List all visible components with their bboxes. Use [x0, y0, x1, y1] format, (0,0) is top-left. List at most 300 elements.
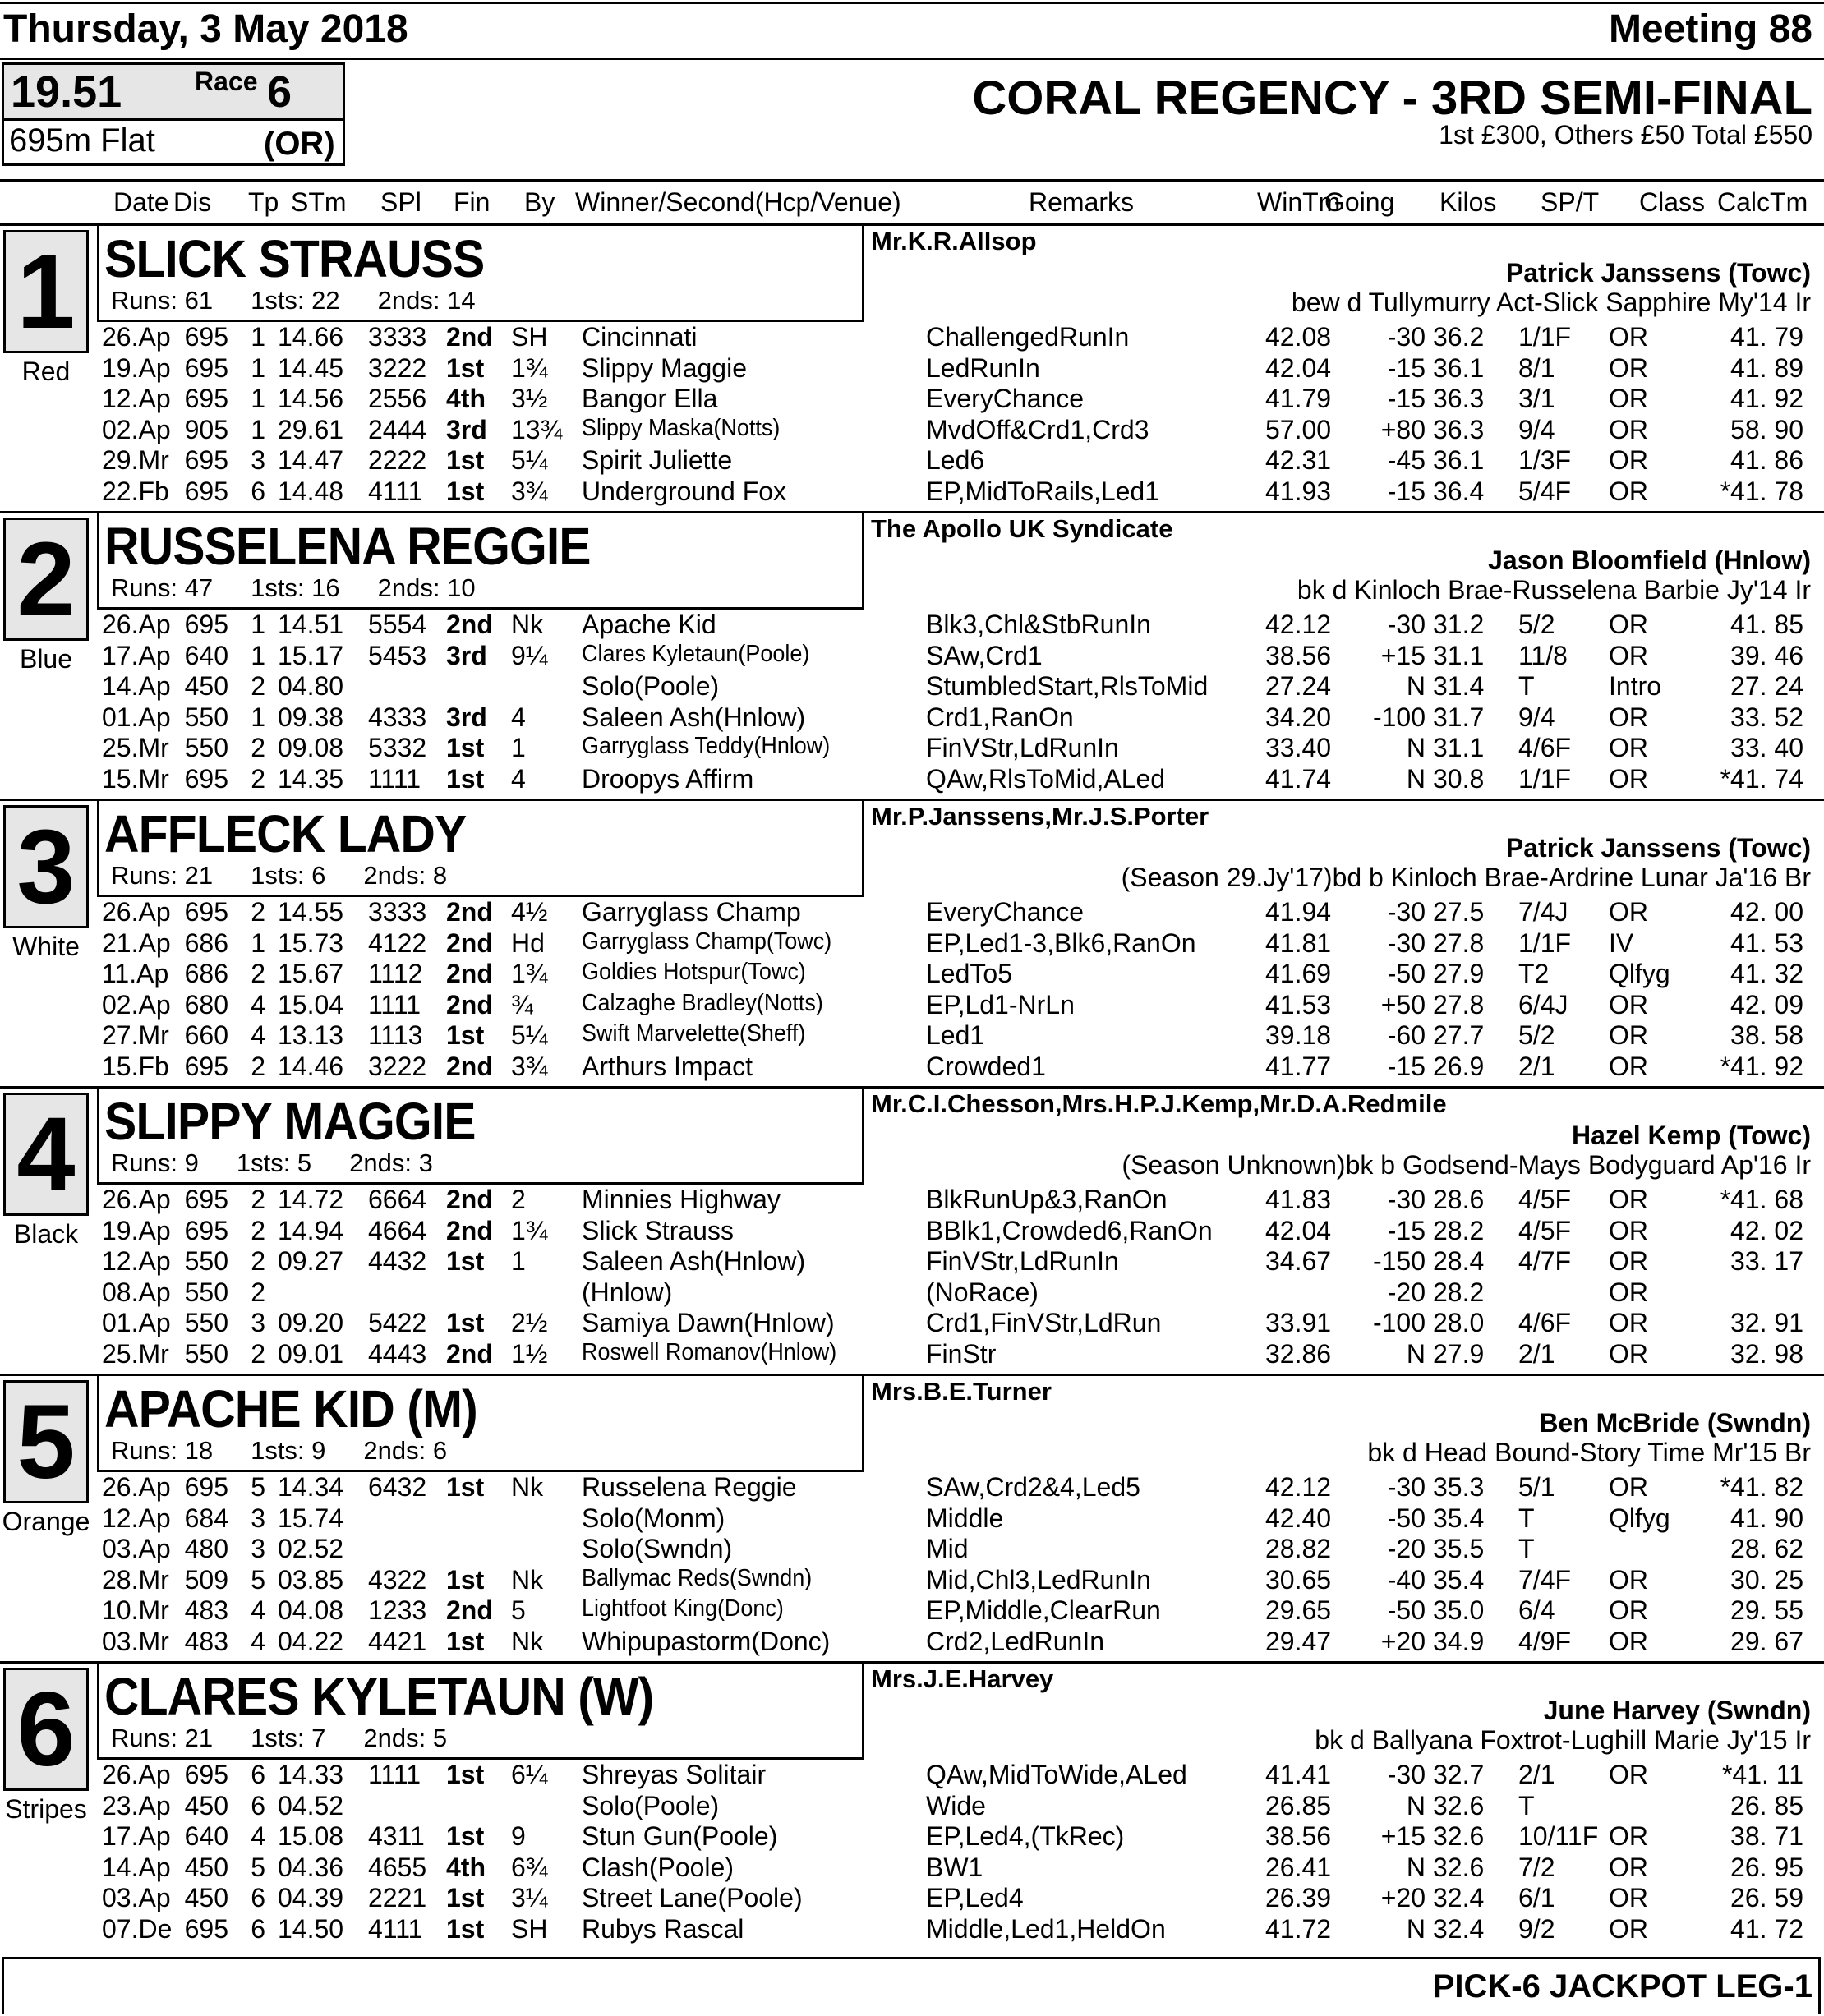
form-trap: 2 [251, 1185, 265, 1214]
form-winner-second: Swift Marvelette(Sheff) [582, 1020, 806, 1047]
race-time: 19.51 [11, 67, 122, 117]
form-distance-beaten: 1¾ [511, 959, 548, 988]
form-starting-price: 4/6F [1518, 733, 1572, 762]
form-kilos: 32.4 [1433, 1883, 1485, 1912]
form-trap: 1 [251, 702, 265, 732]
form-remarks: LedTo5 [926, 959, 1012, 988]
form-kilos: 32.6 [1433, 1821, 1485, 1851]
form-going: +15 [1380, 640, 1426, 670]
form-sectional-time: 14.50 [278, 1913, 344, 1944]
runner-owner: Mrs.B.E.Turner [871, 1377, 1052, 1406]
form-finish: 2nd [446, 322, 493, 352]
form-winner-second: Samiya Dawn(Hnlow) [582, 1308, 835, 1337]
runner-career-stats [111, 1148, 471, 1178]
form-kilos: 35.4 [1433, 1564, 1485, 1595]
form-split-positions: 3222 [368, 352, 427, 383]
form-split-positions: 2221 [368, 1883, 427, 1912]
form-going: N [1406, 1338, 1426, 1369]
form-kilos: 34.9 [1433, 1626, 1485, 1656]
form-winner-second: Garryglass Champ [582, 897, 801, 927]
form-class: OR [1609, 322, 1648, 352]
form-kilos: 27.8 [1433, 927, 1485, 958]
form-winner-second: Garryglass Teddy(Hnlow) [582, 733, 831, 759]
form-going: -50 [1387, 1595, 1426, 1625]
form-going: -60 [1387, 1020, 1426, 1050]
form-finish: 2nd [446, 1185, 493, 1214]
form-kilos: 36.4 [1433, 476, 1485, 506]
form-winner-second: Minnies Highway [582, 1185, 781, 1214]
form-trap: 6 [251, 1760, 265, 1789]
form-kilos: 27.9 [1433, 1338, 1485, 1369]
form-winner-second: Slippy Maggie [582, 352, 747, 383]
form-winning-time: 30.65 [1265, 1564, 1332, 1595]
form-calc-time: 39. 46 [1730, 640, 1803, 670]
runner-name: RUSSELENA REGGIE [104, 517, 591, 576]
form-remarks: MvdOff&Crd1,Crd3 [926, 414, 1149, 444]
form-distance-beaten: 3¾ [511, 476, 548, 506]
form-going: N [1406, 1790, 1426, 1820]
form-finish: 3rd [446, 640, 487, 670]
form-remarks: FinVStr,LdRunIn [926, 1246, 1119, 1276]
form-distance: 550 [184, 1246, 228, 1276]
form-winner-second: Slippy Maska(Notts) [582, 414, 781, 441]
form-trap: 2 [251, 1215, 265, 1245]
form-calc-time: 26. 85 [1730, 1790, 1803, 1820]
form-kilos: 31.1 [1433, 640, 1485, 670]
form-calc-time: 42. 02 [1730, 1215, 1803, 1245]
form-trap: 2 [251, 959, 265, 988]
form-trap: 5 [251, 1852, 265, 1882]
form-distance: 695 [184, 1760, 228, 1789]
form-class: OR [1609, 414, 1648, 444]
race-prize: 1st £300, Others £50 Total £550 [1439, 120, 1812, 150]
form-kilos: 28.4 [1433, 1246, 1485, 1276]
form-split-positions: 4111 [368, 1913, 423, 1944]
form-calc-time: 29. 55 [1730, 1595, 1803, 1625]
runner-name: APACHE KID (M) [104, 1379, 477, 1438]
form-winner-second: Slick Strauss [582, 1215, 734, 1245]
form-distance: 640 [184, 640, 228, 670]
form-sectional-time: 13.13 [278, 1020, 344, 1050]
form-winner-second: Solo(Poole) [582, 671, 720, 701]
form-class: Qlfyg [1609, 959, 1670, 988]
form-trap: 2 [251, 1051, 265, 1081]
form-finish: 2nd [446, 989, 493, 1020]
form-winner-second: (Hnlow) [582, 1277, 673, 1307]
form-date: 26.Ap [102, 1760, 171, 1789]
form-winner-second: Spirit Juliette [582, 445, 733, 475]
form-going: -150 [1372, 1246, 1426, 1276]
form-trap: 4 [251, 1821, 265, 1851]
form-sectional-time: 03.85 [278, 1564, 344, 1595]
form-trap: 6 [251, 1883, 265, 1912]
form-winner-second: Cincinnati [582, 322, 698, 352]
form-calc-time: 41. 79 [1730, 322, 1803, 352]
form-distance-beaten: 13¾ [511, 414, 563, 444]
form-starting-price: 4/5F [1518, 1215, 1572, 1245]
form-split-positions: 5422 [368, 1308, 427, 1337]
form-calc-time: 33. 17 [1730, 1246, 1803, 1276]
form-starting-price: 9/2 [1518, 1913, 1555, 1944]
form-class: OR [1609, 733, 1648, 762]
form-going: -30 [1387, 897, 1426, 927]
form-sectional-time: 09.20 [278, 1308, 344, 1337]
form-split-positions: 4432 [368, 1246, 427, 1276]
form-starting-price: 5/4F [1518, 476, 1572, 506]
form-starting-price: 1/1F [1518, 322, 1572, 352]
career-firsts: 1sts: 9 [251, 1436, 326, 1465]
form-distance: 695 [184, 322, 228, 352]
career-runs: Runs: 18 [111, 1436, 214, 1465]
form-starting-price: 3/1 [1518, 384, 1555, 413]
form-sectional-time: 29.61 [278, 414, 344, 444]
form-row [0, 384, 1824, 415]
runner-block [0, 1088, 1824, 1375]
career-seconds: 2nds: 6 [363, 1436, 448, 1465]
form-winning-time: 42.12 [1265, 1472, 1332, 1502]
form-class: OR [1609, 1595, 1648, 1625]
form-finish: 2nd [446, 610, 493, 639]
form-starting-price: 5/2 [1518, 610, 1555, 639]
form-class: OR [1609, 640, 1648, 670]
form-going: N [1406, 1852, 1426, 1882]
form-sectional-time: 14.94 [278, 1215, 344, 1245]
form-going: -30 [1387, 1472, 1426, 1502]
form-sectional-time: 14.46 [278, 1051, 344, 1081]
form-row [0, 1791, 1824, 1822]
form-going: -100 [1372, 1308, 1426, 1337]
runner-breeding: (Season 29.Jy'17)bd b Kinloch Brae-Ardrine Lunar Ja'16 Br [1121, 863, 1811, 892]
meeting-number: Meeting 88 [1608, 7, 1812, 51]
form-distance: 686 [184, 927, 228, 958]
column-header: Kilos [1439, 187, 1497, 217]
form-class: OR [1609, 702, 1648, 732]
runner-owner: The Apollo UK Syndicate [871, 514, 1173, 543]
form-winner-second: Garryglass Champ(Towc) [582, 927, 832, 955]
form-class: OR [1609, 1821, 1648, 1851]
form-row [0, 415, 1824, 446]
form-calc-time: *41. 74 [1720, 763, 1803, 794]
form-remarks: Mid [926, 1534, 969, 1563]
column-header: Fin [454, 187, 491, 217]
form-winning-time: 41.53 [1265, 989, 1332, 1020]
form-split-positions: 2444 [368, 414, 427, 444]
form-winning-time: 27.24 [1265, 671, 1332, 701]
form-date: 26.Ap [102, 897, 171, 927]
runner-trainer: Patrick Janssens (Towc) [1505, 833, 1811, 863]
runner-owner: Mr.K.R.Allsop [871, 227, 1037, 255]
form-kilos: 35.4 [1433, 1503, 1485, 1533]
form-class: OR [1609, 1852, 1648, 1882]
form-going: N [1406, 671, 1426, 701]
form-date: 15.Fb [102, 1051, 169, 1081]
form-going: -30 [1387, 322, 1426, 352]
form-winning-time: 41.74 [1265, 763, 1332, 794]
form-row [0, 1472, 1824, 1503]
form-row [0, 322, 1824, 353]
runner-career-stats [111, 286, 514, 315]
form-calc-time: 42. 09 [1730, 989, 1803, 1020]
form-remarks: EveryChance [926, 897, 1085, 927]
form-date: 12.Ap [102, 1503, 171, 1533]
career-seconds: 2nds: 10 [377, 573, 476, 602]
runner-name-box [97, 1375, 864, 1472]
form-date: 08.Ap [102, 1277, 171, 1307]
form-sectional-time: 14.47 [278, 445, 344, 475]
form-going: -20 [1387, 1534, 1426, 1563]
form-trap: 2 [251, 1246, 265, 1276]
form-sectional-time: 14.33 [278, 1760, 344, 1789]
form-distance-beaten: 6¼ [511, 1760, 548, 1789]
form-winning-time: 29.65 [1265, 1595, 1332, 1625]
form-calc-time: 41. 53 [1730, 927, 1803, 958]
form-remarks: StumbledStart,RlsToMid [926, 671, 1209, 701]
form-distance-beaten: 4½ [511, 897, 548, 927]
form-kilos: 31.7 [1433, 702, 1485, 732]
career-firsts: 1sts: 16 [251, 573, 340, 602]
form-remarks: FinStr [926, 1338, 997, 1369]
form-winner-second: Stun Gun(Poole) [582, 1821, 778, 1851]
career-runs: Runs: 47 [111, 573, 214, 602]
form-distance: 695 [184, 1051, 228, 1081]
form-date: 19.Ap [102, 1215, 171, 1245]
form-remarks: EP,MidToRails,Led1 [926, 476, 1160, 506]
runner-name: SLICK STRAUSS [104, 229, 485, 288]
form-distance-beaten: 3¾ [511, 1051, 548, 1081]
form-date: 28.Mr [102, 1564, 169, 1595]
form-trap: 3 [251, 1503, 265, 1533]
form-trap: 2 [251, 1338, 265, 1369]
form-going: -50 [1387, 959, 1426, 988]
form-kilos: 35.3 [1433, 1472, 1485, 1502]
form-date: 23.Ap [102, 1790, 171, 1820]
form-remarks: QAw,RlsToMid,ALed [926, 763, 1166, 794]
column-header: Winner/Second(Hcp/Venue) [575, 187, 901, 217]
column-header: Remarks [1029, 187, 1135, 217]
form-starting-price: 4/5F [1518, 1185, 1572, 1214]
form-distance-beaten: 5¼ [511, 1020, 548, 1050]
form-winning-time: 42.04 [1265, 1215, 1332, 1245]
form-remarks: (NoRace) [926, 1277, 1039, 1307]
form-winner-second: Clares Kyletaun(Poole) [582, 640, 810, 667]
form-distance-beaten: Nk [511, 1472, 544, 1502]
form-row [0, 1883, 1824, 1914]
form-finish: 1st [446, 352, 485, 383]
form-distance: 695 [184, 1472, 228, 1502]
form-finish: 1st [446, 1760, 485, 1789]
form-kilos: 31.1 [1433, 733, 1485, 762]
form-kilos: 32.6 [1433, 1790, 1485, 1820]
form-class: OR [1609, 1564, 1648, 1595]
form-class: OR [1609, 1338, 1648, 1369]
form-starting-price: 1/3F [1518, 445, 1572, 475]
form-remarks: EP,Led1-3,Blk6,RanOn [926, 927, 1196, 958]
trap-colour: White [12, 932, 80, 961]
race-distance: 695m Flat [9, 122, 155, 159]
form-distance: 695 [184, 763, 228, 794]
form-class: OR [1609, 1277, 1648, 1307]
form-starting-price: 6/1 [1518, 1883, 1555, 1912]
form-table [0, 897, 1824, 1082]
form-distance-beaten: 9 [511, 1821, 526, 1851]
form-winning-time: 38.56 [1265, 1821, 1332, 1851]
form-row [0, 1503, 1824, 1535]
trap-number: 6 [3, 1668, 89, 1791]
form-date: 26.Ap [102, 1185, 171, 1214]
runner-trainer: Ben McBride (Swndn) [1539, 1408, 1811, 1438]
form-winning-time: 34.20 [1265, 702, 1332, 732]
form-row [0, 1914, 1824, 1945]
form-row [0, 1277, 1824, 1309]
form-sectional-time: 04.22 [278, 1626, 344, 1656]
form-going: -30 [1387, 610, 1426, 639]
career-firsts: 1sts: 5 [236, 1148, 312, 1177]
form-kilos: 27.8 [1433, 989, 1485, 1020]
footer-label: PICK-6 JACKPOT LEG-1 [1432, 1968, 1812, 2004]
form-going: -15 [1387, 352, 1426, 383]
form-row [0, 610, 1824, 641]
form-finish: 2nd [446, 959, 493, 988]
form-winning-time: 26.41 [1265, 1852, 1332, 1882]
form-date: 25.Mr [102, 1338, 169, 1369]
runner-trainer: Hazel Kemp (Towc) [1572, 1121, 1811, 1150]
form-kilos: 30.8 [1433, 763, 1485, 794]
form-row [0, 1339, 1824, 1370]
form-split-positions: 4443 [368, 1338, 427, 1369]
form-date: 26.Ap [102, 610, 171, 639]
form-finish: 2nd [446, 1338, 493, 1369]
form-sectional-time: 04.52 [278, 1790, 344, 1820]
form-finish: 1st [446, 1821, 485, 1851]
form-distance-beaten: 1¾ [511, 1215, 548, 1245]
form-class: OR [1609, 897, 1648, 927]
runner-name-box [97, 225, 864, 322]
form-winning-time: 41.72 [1265, 1913, 1332, 1944]
form-distance: 550 [184, 702, 228, 732]
form-distance-beaten: 5¼ [511, 445, 548, 475]
trap-colour: Orange [2, 1507, 90, 1536]
form-distance: 695 [184, 1913, 228, 1944]
runner-career-stats [111, 861, 485, 891]
form-date: 26.Ap [102, 322, 171, 352]
form-date: 21.Ap [102, 927, 171, 958]
form-split-positions: 4333 [368, 702, 427, 732]
form-row [0, 476, 1824, 508]
form-kilos: 31.2 [1433, 610, 1485, 639]
form-split-positions: 4311 [368, 1821, 425, 1851]
form-finish: 1st [446, 1246, 485, 1276]
form-remarks: QAw,MidToWide,ALed [926, 1760, 1187, 1789]
form-remarks: LedRunIn [926, 352, 1040, 383]
form-going: N [1406, 763, 1426, 794]
trap-colour: Stripes [5, 1794, 87, 1824]
runner-career-stats [111, 573, 514, 603]
form-sectional-time: 14.45 [278, 352, 344, 383]
form-starting-price: 6/4J [1518, 989, 1568, 1020]
column-header: Tp [248, 187, 279, 217]
form-winner-second: Whipupastorm(Donc) [582, 1626, 831, 1656]
form-row [0, 1821, 1824, 1853]
form-winner-second: Droopys Affirm [582, 763, 754, 794]
form-trap: 2 [251, 1277, 265, 1307]
form-trap: 3 [251, 445, 265, 475]
form-distance: 450 [184, 1852, 228, 1882]
form-winning-time: 42.12 [1265, 610, 1332, 639]
form-calc-time: 29. 67 [1730, 1626, 1803, 1656]
trap-number: 2 [3, 518, 89, 641]
form-row [0, 702, 1824, 734]
form-going: +20 [1380, 1626, 1426, 1656]
form-winner-second: Ballymac Reds(Swndn) [582, 1564, 813, 1591]
form-distance-beaten: 9¼ [511, 640, 548, 670]
form-table [0, 1185, 1824, 1369]
form-distance: 695 [184, 610, 228, 639]
form-row [0, 1246, 1824, 1277]
form-winner-second: Apache Kid [582, 610, 716, 639]
form-class: OR [1609, 384, 1648, 413]
form-trap: 2 [251, 733, 265, 762]
form-table [0, 322, 1824, 507]
form-calc-time: 30. 25 [1730, 1564, 1803, 1595]
form-date: 14.Ap [102, 1852, 171, 1882]
form-distance: 695 [184, 897, 228, 927]
form-finish: 1st [446, 1913, 485, 1944]
form-finish: 1st [446, 1626, 485, 1656]
form-starting-price: 1/1F [1518, 927, 1572, 958]
runner-career-stats [111, 1724, 485, 1753]
form-sectional-time: 14.66 [278, 322, 344, 352]
form-distance: 450 [184, 671, 228, 701]
runner-trainer: Patrick Janssens (Towc) [1505, 258, 1811, 288]
form-table [0, 1472, 1824, 1657]
form-row [0, 671, 1824, 702]
form-trap: 4 [251, 1595, 265, 1625]
form-calc-time: *41. 11 [1721, 1760, 1803, 1789]
form-distance: 695 [184, 476, 228, 506]
form-distance-beaten: 6¾ [511, 1852, 548, 1882]
form-kilos: 35.5 [1433, 1534, 1485, 1563]
trap-number: 5 [3, 1380, 89, 1503]
form-winning-time: 41.79 [1265, 384, 1332, 413]
form-date: 15.Mr [102, 763, 169, 794]
form-row [0, 990, 1824, 1021]
form-remarks: Led1 [926, 1020, 985, 1050]
form-date: 19.Ap [102, 352, 171, 383]
form-sectional-time: 02.52 [278, 1534, 344, 1563]
form-class: OR [1609, 352, 1648, 383]
form-calc-time: 41. 32 [1730, 959, 1803, 988]
runner-name-box [97, 800, 864, 897]
column-header: Going [1324, 187, 1395, 217]
form-calc-time: 26. 95 [1730, 1852, 1803, 1882]
form-distance: 483 [184, 1626, 228, 1656]
form-calc-time: 41. 90 [1730, 1503, 1803, 1533]
form-kilos: 27.5 [1433, 897, 1485, 927]
form-winner-second: Arthurs Impact [582, 1051, 753, 1081]
form-class: OR [1609, 1246, 1648, 1276]
form-split-positions: 4421 [368, 1626, 427, 1656]
form-class: OR [1609, 445, 1648, 475]
form-trap: 5 [251, 1472, 265, 1502]
form-winning-time: 29.47 [1265, 1626, 1332, 1656]
form-split-positions: 1112 [368, 959, 423, 988]
form-finish: 1st [446, 1308, 485, 1337]
runner-owner: Mr.P.Janssens,Mr.J.S.Porter [871, 802, 1209, 831]
form-distance: 450 [184, 1883, 228, 1912]
form-calc-time: *41. 78 [1720, 476, 1803, 506]
form-sectional-time: 04.80 [278, 671, 344, 701]
form-split-positions: 2222 [368, 445, 427, 475]
